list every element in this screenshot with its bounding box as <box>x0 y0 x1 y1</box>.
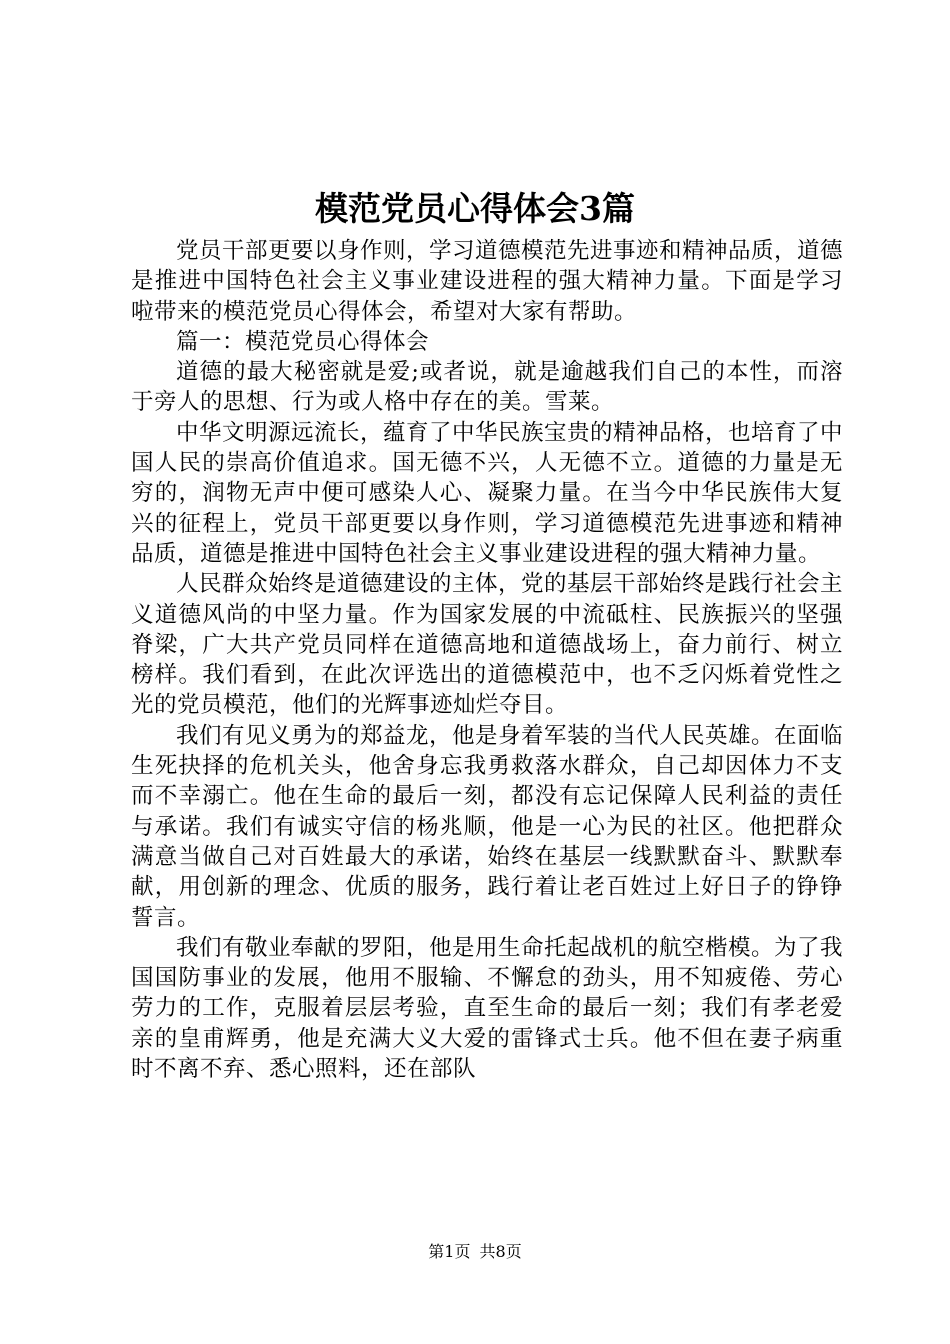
body-paragraph: 道德的最大秘密就是爱;或者说，就是逾越我们自己的本性，而溶于旁人的思想、行为或人格中存在的美。雪莱。 <box>131 359 843 416</box>
body-paragraph: 我们有见义勇为的郑益龙，他是身着军装的当代人民英雄。在面临生死抉择的危机关头，他舍身忘我勇救落水群众，自己却因体力不支而不幸溺亡。他在生命的最后一刻，都没有忘记保障人民利益的责任与承诺。我们有诚实守信的杨兆顺，他是一心为民的社区。他把群众满意当做自己对百姓最大的承诺，始终在基层一线默默奋斗、默默奉献，用创新的理念、优质的服务，践行着让老百姓过上好日子的铮铮誓言。 <box>131 722 844 931</box>
document-body <box>131 236 843 1084</box>
total-pages: 共8页 <box>479 1242 522 1261</box>
document-title: 模范党员心得体会3篇 <box>315 189 635 228</box>
body-paragraph: 中华文明源远流长，蕴育了中华民族宝贵的精神品格，也培育了中国人民的崇高价值追求。国无德不兴，人无德不立。道德的力量是无穷的，润物无声中便可感染人心、凝聚力量。在当今中华民族伟大复兴的征程上，党员干部更要以身作则，学习道德模范先进事迹和精神品质，道德是推进中国特色社会主义事业建设进程的强大精神力量。 <box>131 419 844 567</box>
page-number: 第1页 <box>428 1242 471 1261</box>
page-footer <box>0 1242 950 1262</box>
body-paragraph: 我们有敬业奉献的罗阳，他是用生命托起战机的航空楷模。为了我国国防事业的发展，他用不服输、不懈怠的劲头，用不知疲倦、劳心劳力的工作，克服着层层考验，直至生命的最后一刻；我们有孝老爱亲的皇甫辉勇，他是充满大义大爱的雷锋式士兵。他不但在妻子病重时不离不弃、悉心照料，还在部队 <box>131 934 844 1083</box>
body-paragraph: 人民群众始终是道德建设的主体，党的基层干部始终是践行社会主义道德风尚的中坚力量。作为国家发展的中流砥柱、民族振兴的坚强脊梁，广大共产党员同样在道德高地和道德战场上，奋力前行、树立榜样。我们看到，在此次评选出的道德模范中，也不乏闪烁着党性之光的党员模范，他们的光辉事迹灿烂夺目。 <box>131 571 844 719</box>
intro-paragraph: 党员干部更要以身作则，学习道德模范先进事迹和精神品质，道德是推进中国特色社会主义事业建设进程的强大精神力量。下面是学习啦带来的模范党员心得体会，希望对大家有帮助。 <box>131 238 844 325</box>
section-heading: 篇一：模范党员心得体会 <box>176 328 430 355</box>
